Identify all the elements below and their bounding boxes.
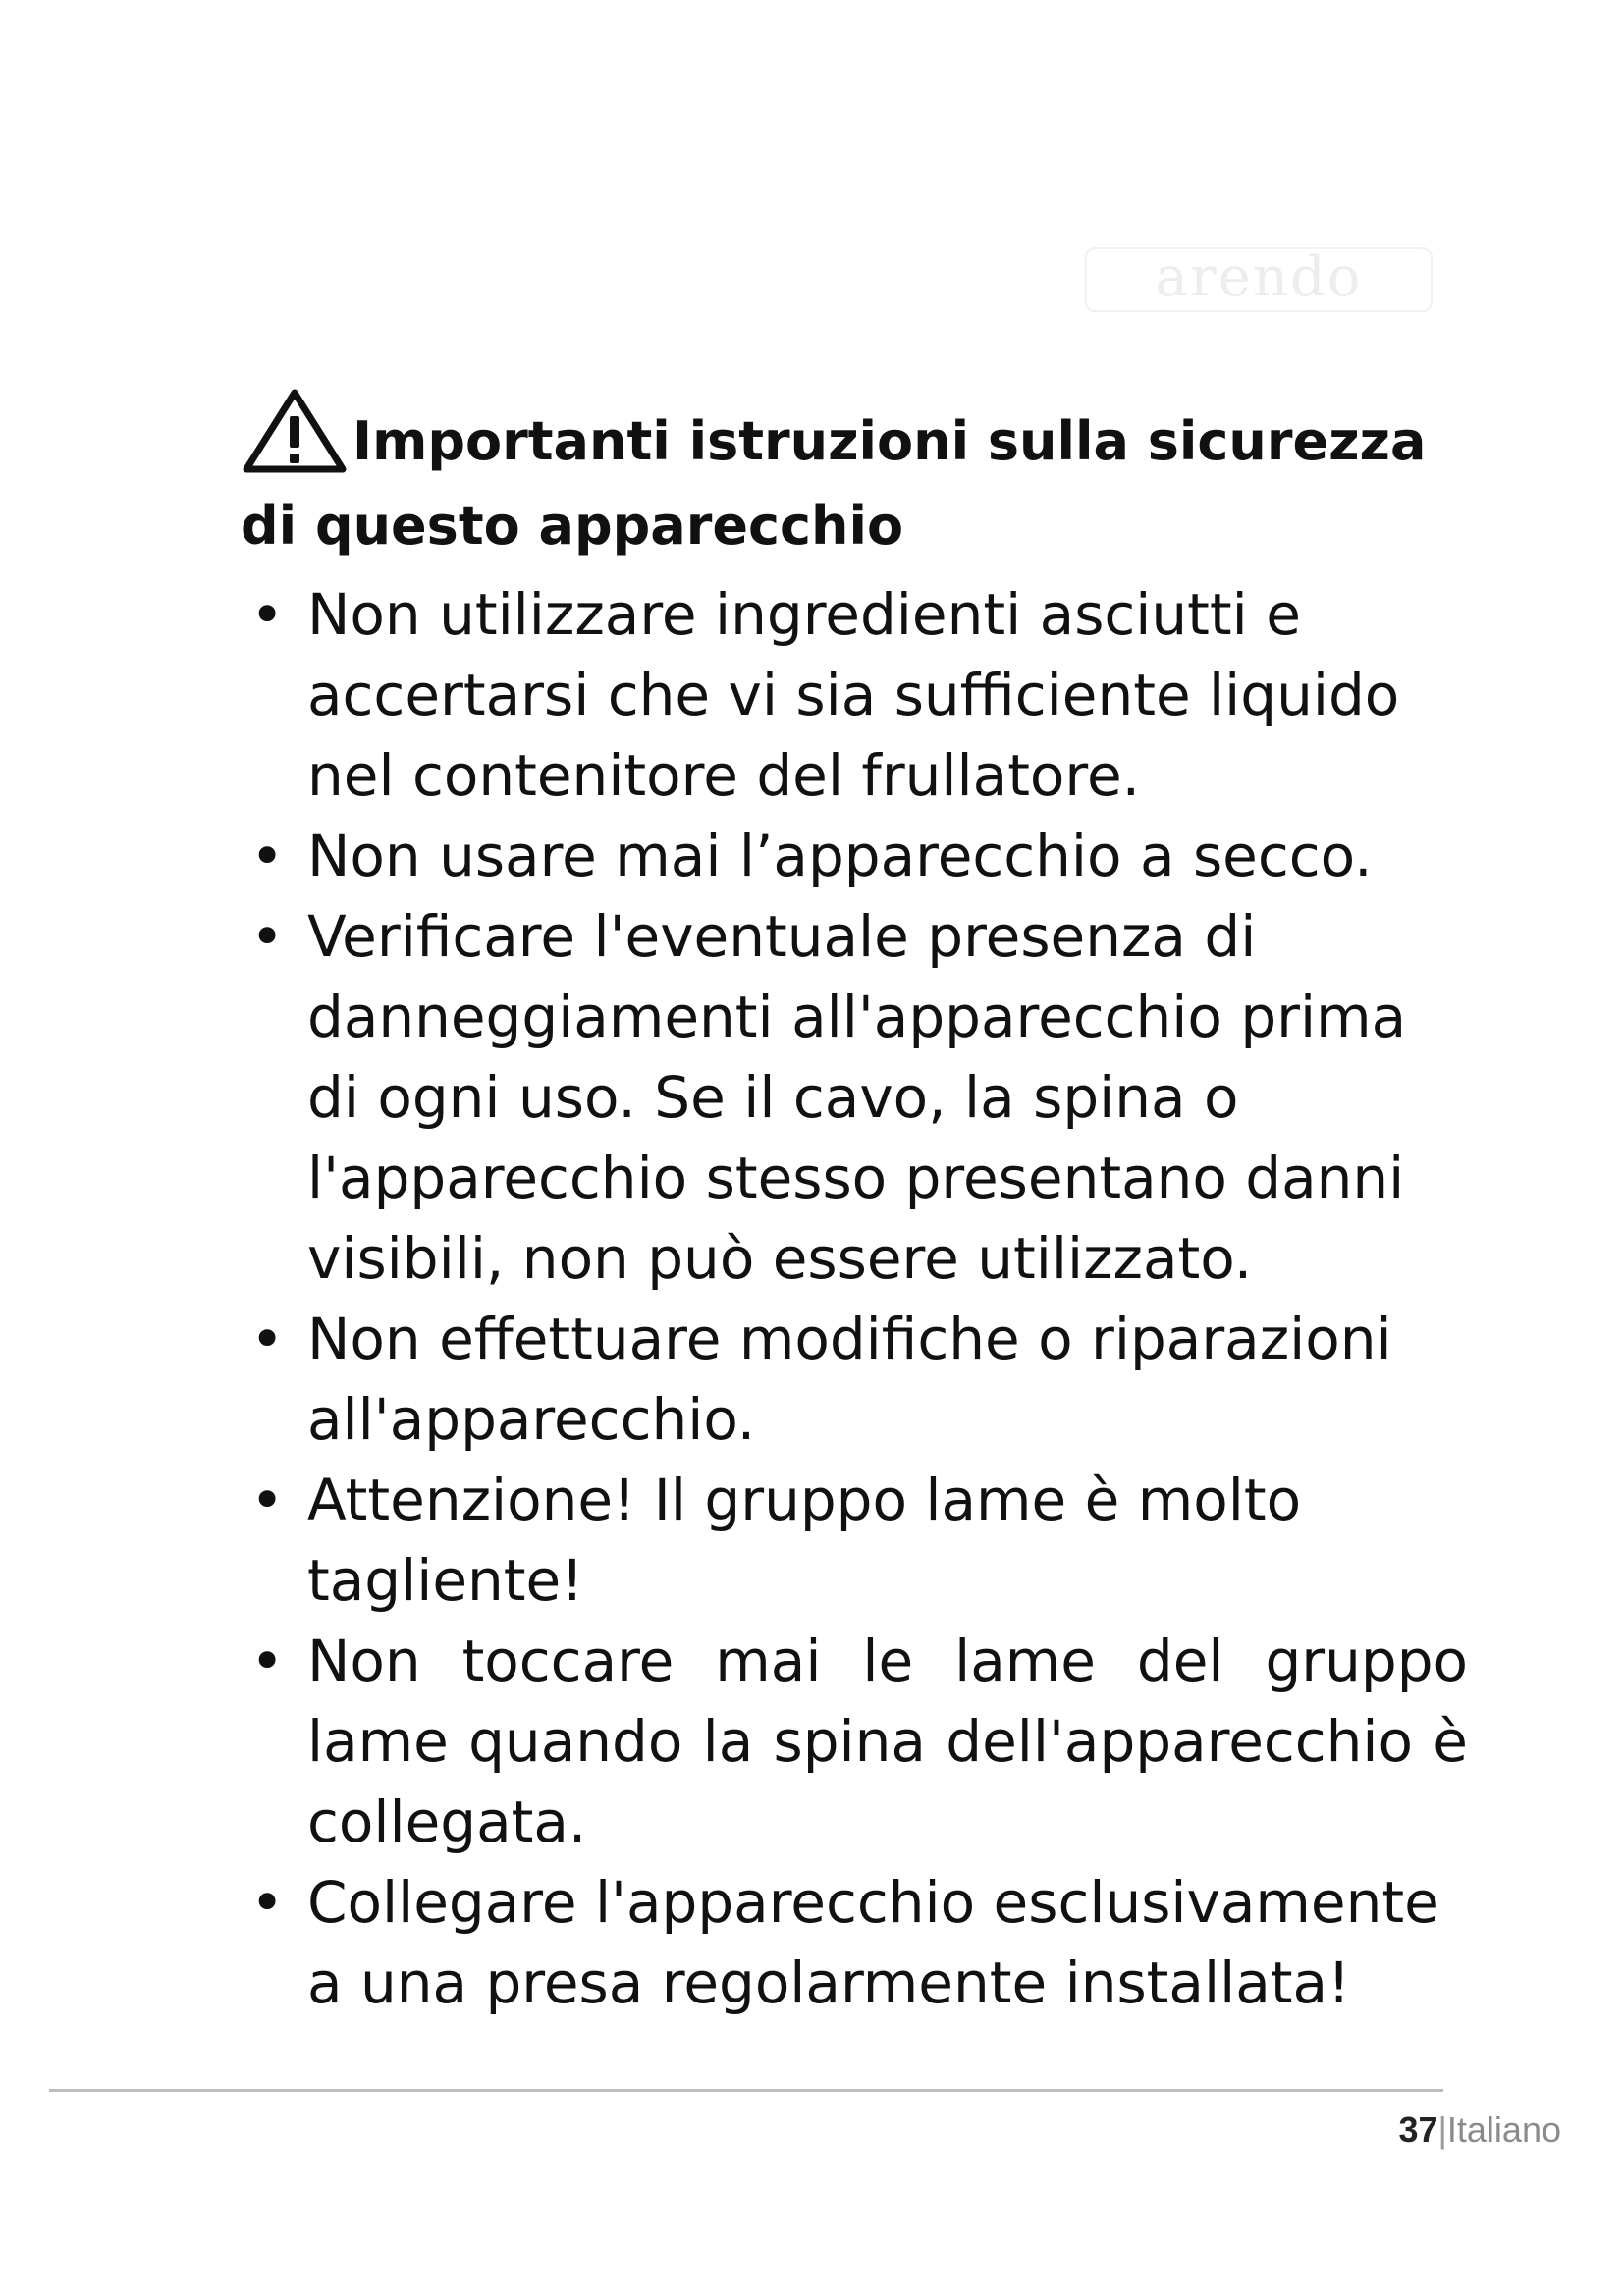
safety-item-text: Non effettuare modifiche o riparazioni all'apparecchio. xyxy=(307,1306,1392,1453)
safety-item xyxy=(241,896,1468,1299)
safety-item-text: Verificare l'eventuale presenza di danneggiamenti all'apparecchio prima di ogni uso. Se il cavo, la spina o l'apparecchio stesso presentano danni visibili, non può essere utilizzato. xyxy=(307,903,1407,1292)
safety-item xyxy=(241,1299,1468,1460)
footer-divider xyxy=(49,2089,1443,2092)
footer-separator: | xyxy=(1437,2109,1447,2150)
arendo-logo: arendo xyxy=(1085,247,1433,312)
safety-item-text: Attenzione! Il gruppo lame è molto tagliente! xyxy=(307,1467,1302,1614)
safety-item xyxy=(241,574,1468,816)
bullet-icon: • xyxy=(250,1628,285,1694)
page-footer xyxy=(1399,2109,1562,2152)
bullet-icon: • xyxy=(250,903,285,970)
bullet-icon: • xyxy=(250,1467,285,1533)
safety-list xyxy=(241,574,1468,2023)
safety-item xyxy=(241,1621,1468,1862)
safety-heading xyxy=(241,385,1448,568)
bullet-icon: • xyxy=(250,581,285,648)
safety-item-text: Non utilizzare ingredienti asciutti e accertarsi che vi sia sufficiente liquido nel contenitore del frullatore. xyxy=(307,581,1400,809)
safety-item xyxy=(241,816,1468,896)
safety-item-text: Non toccare mai le lame del gruppo lame quando la spina dell'apparecchio è collegata. xyxy=(307,1628,1468,1855)
warning-triangle-icon xyxy=(241,385,349,475)
safety-item xyxy=(241,1460,1468,1621)
footer-language: Italiano xyxy=(1446,2109,1561,2150)
page-number: 37 xyxy=(1398,2109,1438,2150)
safety-heading-text: Importanti istruzioni sulla sicurezza di questo apparecchio xyxy=(241,410,1427,557)
bullet-icon: • xyxy=(250,1306,285,1372)
bullet-icon: • xyxy=(250,1869,285,1936)
safety-item-text: Non usare mai l’apparecchio a secco. xyxy=(307,823,1373,889)
safety-item xyxy=(241,1862,1468,2023)
safety-item-text: Collegare l'apparecchio esclusivamente a una presa regolarmente installata! xyxy=(307,1869,1439,2016)
bullet-icon: • xyxy=(250,823,285,889)
